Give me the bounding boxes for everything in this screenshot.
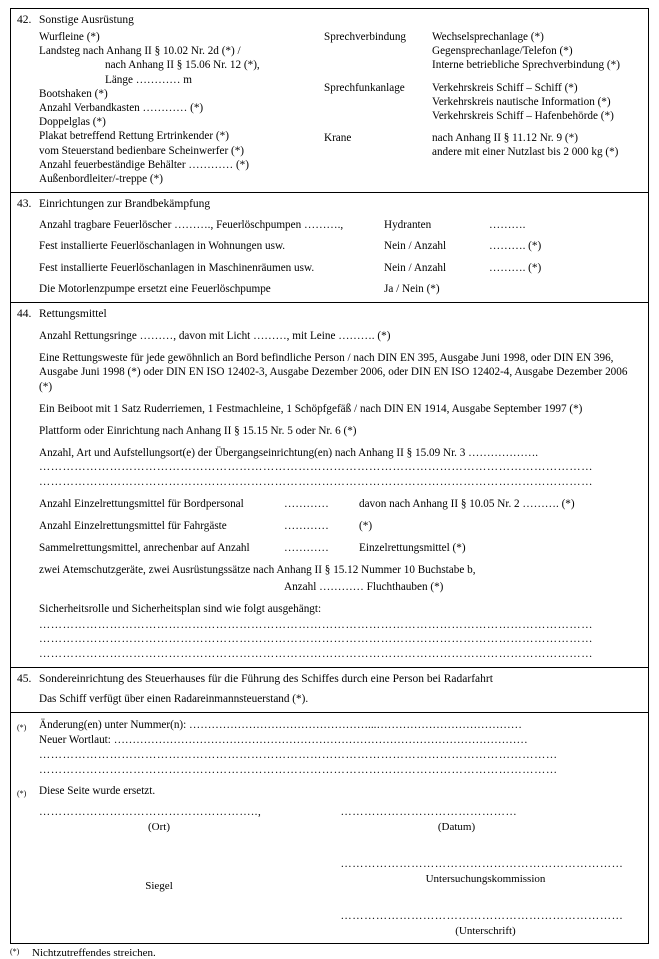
equipment-line: Außenbordleiter/-treppe (*) — [39, 173, 163, 186]
fire-row-left: Fest installierte Feuerlöschanlagen in Maschinenräumen usw. — [39, 261, 315, 274]
place-label: (Ort) — [148, 820, 170, 833]
radio-item: Verkehrskreis Schiff – Hafenbehörde (*) — [432, 110, 614, 123]
lifesaving-pair-left: Anzahl Einzelrettungsmittel für Fahrgäste — [39, 520, 227, 533]
radio-label: Sprechfunkanlage — [324, 81, 405, 94]
section-42-columns — [39, 30, 642, 186]
footnote-line: …………………………………………………………………………………………………………………… — [39, 748, 558, 761]
place-dots: ……………………………………………….., — [39, 805, 262, 818]
lifesaving-line: Plattform oder Einrichtung nach Anhang II § 15.15 Nr. 5 oder Nr. 6 (*) — [39, 425, 357, 438]
safety-plan-dotted-line: …………………………………………………………………………………………………………………………… — [39, 633, 594, 646]
fire-row — [39, 218, 642, 232]
equipment-line: Länge ………… m — [105, 73, 192, 86]
signature-area — [17, 805, 642, 939]
hood-count-line: Anzahl ………… Fluchthauben (*) — [284, 580, 444, 593]
radar-line: Das Schiff verfügt über einen Radareinmannsteuerstand (*). — [39, 692, 309, 705]
fire-row — [39, 239, 642, 253]
fire-row — [39, 261, 642, 275]
section-43-header — [17, 197, 642, 211]
radio-item: Verkehrskreis nautische Information (*) — [432, 95, 611, 108]
date-label: (Datum) — [437, 820, 476, 833]
commission-dots: ……………………………………………………………… — [340, 857, 624, 870]
fire-row-left — [39, 218, 384, 232]
footnote-marker: (*) — [17, 788, 27, 798]
fire-row-mid: Nein / Anzahl — [384, 261, 447, 274]
section-44-body — [17, 329, 642, 661]
lifesaving-pair-dots: ………… — [284, 520, 329, 533]
crane-items — [432, 131, 642, 159]
fire-row-right: ………. (*) — [489, 240, 542, 253]
section-42-number: 42. — [17, 14, 32, 26]
fire-row-left: Fest installierte Feuerlöschanlagen in Wohnungen usw. — [39, 240, 286, 253]
seal-field — [39, 857, 341, 939]
footnote-line: Neuer Wortlaut: ………………………………………………………………………………………………… — [39, 733, 528, 746]
equipment-line: nach Anhang II § 15.06 Nr. 12 (*), — [105, 59, 260, 72]
lifesaving-pair — [39, 541, 642, 555]
seal-label: Siegel — [145, 879, 173, 892]
equipment-line: Wurfleine (*) — [39, 31, 100, 43]
section-43 — [11, 193, 648, 303]
lifesaving-pair-dots: ………… — [284, 542, 329, 555]
crane-group — [324, 131, 642, 159]
radio-items — [432, 81, 642, 124]
commission-label: Untersuchungskommission — [425, 872, 546, 885]
safety-plan-dotted-line: …………………………………………………………………………………………………………………………… — [39, 619, 594, 632]
equipment-line: Plakat betreffend Rettung Ertrinkender (*) — [39, 130, 229, 143]
section-44-number: 44. — [17, 308, 32, 321]
communication-item: Wechselsprechanlage (*) — [432, 31, 544, 43]
seal-commission-row — [39, 857, 642, 939]
section-42-title: Sonstige Ausrüstung — [39, 14, 134, 26]
lifesaving-pair — [39, 519, 642, 533]
section-45-number: 45. — [17, 672, 32, 685]
equipment-line: Anzahl feuerbeständige Behälter ………… (*) — [39, 158, 250, 171]
equipment-line: Bootshaken (*) — [39, 87, 108, 100]
fire-row-mid: Nein / Anzahl — [384, 240, 447, 253]
equipment-line: Anzahl Verbandkasten ………… (*) — [39, 102, 204, 115]
communication-items — [432, 30, 642, 73]
lifesaving-pair-left: Sammelrettungsmittel, anrechenbar auf Anzahl — [39, 542, 250, 555]
safety-plan-dotted-line: …………………………………………………………………………………………………………………………… — [39, 647, 594, 660]
crane-item: nach Anhang II § 11.12 Nr. 9 (*) — [432, 132, 578, 145]
place-date-row — [39, 805, 642, 835]
communication-group — [324, 30, 642, 73]
lifesaving-pair-left: Anzahl Einzelrettungsmittel für Bordpersonal — [39, 497, 244, 510]
footnote-page-replaced-text: Diese Seite wurde ersetzt. — [39, 784, 156, 797]
fire-row-right: ………. — [489, 219, 526, 232]
bottom-footnote-marker: (*) — [10, 946, 20, 956]
communication-item: Gegensprechanlage/Telefon (*) — [432, 45, 573, 58]
fire-row — [39, 282, 642, 296]
crane-label: Krane — [324, 132, 352, 145]
fire-row-right: ………. (*) — [489, 261, 542, 274]
commission-field — [341, 857, 643, 939]
section-45 — [11, 668, 648, 712]
signature-label: (Unterschrift) — [455, 924, 516, 937]
form-frame — [10, 8, 649, 713]
bottom-footnote — [10, 947, 649, 959]
equipment-line: Doppelglas (*) — [39, 116, 106, 129]
section-45-body — [17, 692, 642, 706]
radio-item: Verkehrskreis Schiff – Schiff (*) — [432, 81, 578, 94]
crane-item: andere mit einer Nutzlast bis 2 000 kg (*) — [432, 146, 619, 159]
lifesaving-line: Eine Rettungsweste für jede gewöhnlich an Bord befindliche Person / nach DIN EN 395, Ausgabe Juni 1998, oder DIN EN 396, Ausgabe Juni 1998 (*) oder DIN EN ISO 12402-3, Ausgabe Dezember 2006, oder DIN EN ISO 12402-4, Ausgabe Dezember 2006 (*) — [39, 352, 628, 393]
footnote-marker: (*) — [17, 722, 27, 732]
section-42 — [11, 9, 648, 193]
fire-row-left-text2: Feuerlöschpumpen ………., — [216, 219, 344, 232]
footnote-line: …………………………………………………………………………………………………………………… — [39, 763, 558, 776]
place-field — [39, 805, 341, 835]
section-44-header — [17, 307, 642, 321]
lifesaving-line: Anzahl Rettungsringe ………, davon mit Licht ………, mit Leine ………. (*) — [39, 330, 391, 343]
radio-group — [324, 81, 642, 124]
equipment-line: Landsteg nach Anhang II § 10.02 Nr. 2d (*) / — [39, 45, 241, 58]
fire-row-mid: Hydranten — [384, 219, 432, 232]
breathing-apparatus-line: zwei Atemschutzgeräte, zwei Ausrüstungssätze nach Anhang II § 15.12 Nummer 10 Buchstabe b, — [39, 564, 476, 577]
lifesaving-dotted-line: …………………………………………………………………………………………………………………………… — [39, 475, 594, 488]
date-field — [341, 805, 643, 835]
section-43-title: Einrichtungen zur Brandbekämpfung — [39, 198, 211, 211]
section-45-header — [17, 672, 642, 686]
lifesaving-pair-right: davon nach Anhang II § 10.05 Nr. 2 ………. (*) — [359, 497, 575, 510]
section-42-header — [17, 13, 642, 27]
lifesaving-pair — [39, 497, 642, 511]
footnote-page-replaced — [17, 784, 642, 801]
bottom-footnote-text: Nichtzutreffendes streichen. — [32, 946, 156, 959]
lifesaving-line: Anzahl, Art und Aufstellungsort(e) der Übergangseinrichtung(en) nach Anhang II § 15.09 Nr. 3 ………………. — [39, 447, 539, 460]
section-44-title: Rettungsmittel — [39, 308, 107, 321]
fire-row-left: Die Motorlenzpumpe ersetzt eine Feuerlöschpumpe — [39, 282, 271, 295]
footnote-line: Änderung(en) unter Nummer(n): …………………………………………...………………………………… — [39, 718, 522, 731]
section-43-number: 43. — [17, 198, 32, 211]
lifesaving-line: Ein Beiboot mit 1 Satz Ruderriemen, 1 Festmachleine, 1 Schöpfgefäß / nach DIN EN 1914, Ausgabe September 1997 (*) — [39, 402, 583, 415]
date-dots: ……………………………………… — [340, 805, 518, 818]
fire-row-left-text: Anzahl tragbare Feuerlöscher ………., — [39, 219, 217, 232]
safety-plan-line: Sicherheitsrolle und Sicherheitsplan sind wie folgt ausgehängt: — [39, 602, 322, 615]
footnote-changes — [17, 718, 642, 778]
lifesaving-pair-dots: ………… — [284, 497, 329, 510]
footnote-changes-text — [39, 718, 642, 778]
section-42-left-column — [39, 30, 324, 186]
lifesaving-dotted-line: …………………………………………………………………………………………………………………………… — [39, 461, 594, 474]
lifesaving-pair-right: Einzelrettungsmittel (*) — [359, 542, 466, 555]
section-45-title: Sondereinrichtung des Steuerhauses für die Führung des Schiffes durch eine Person bei Radarfahrt — [39, 672, 493, 685]
equipment-line: vom Steuerstand bedienbare Scheinwerfer (*) — [39, 144, 245, 157]
communication-label: Sprechverbindung — [324, 31, 407, 43]
communication-item: Interne betriebliche Sprechverbindung (*) — [432, 59, 620, 72]
fire-row-mid: Ja / Nein (*) — [384, 282, 440, 295]
lifesaving-pair-right: (*) — [359, 520, 373, 533]
footer-block — [10, 713, 649, 944]
section-43-body — [17, 218, 642, 296]
section-44 — [11, 303, 648, 668]
signature-dots: ……………………………………………………………… — [340, 909, 624, 922]
section-42-right-column — [324, 30, 642, 160]
section-42-body — [17, 30, 642, 186]
